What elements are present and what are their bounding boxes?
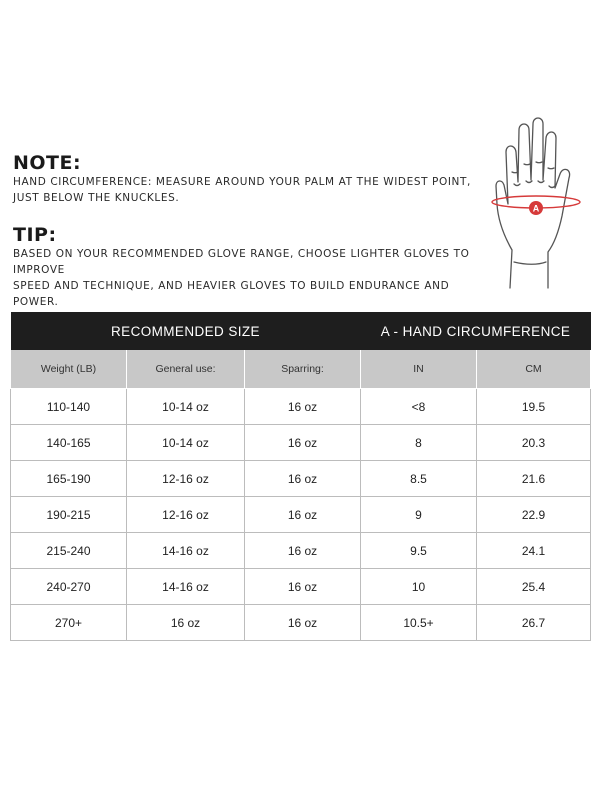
cell-sparring: 16 oz xyxy=(245,605,361,641)
cell-cm: 26.7 xyxy=(477,605,591,641)
cell-weight: 240-270 xyxy=(11,569,127,605)
table-row xyxy=(11,569,591,605)
size-chart-table xyxy=(10,312,590,641)
group-header-hand-circumference: A - HAND CIRCUMFERENCE xyxy=(361,312,591,350)
cell-cm: 21.6 xyxy=(477,461,591,497)
cell-general-use: 16 oz xyxy=(127,605,245,641)
table-row xyxy=(11,425,591,461)
table-row xyxy=(11,605,591,641)
notes-section xyxy=(13,152,493,310)
cell-sparring: 16 oz xyxy=(245,497,361,533)
cell-in: 8.5 xyxy=(361,461,477,497)
note-text: HAND CIRCUMFERENCE: MEASURE AROUND YOUR PALM AT THE WIDEST POINT, JUST BELOW THE KNUCKLES. xyxy=(13,176,471,204)
cell-weight: 140-165 xyxy=(11,425,127,461)
cell-in: 10.5+ xyxy=(361,605,477,641)
cell-sparring: 16 oz xyxy=(245,425,361,461)
marker-label: A xyxy=(532,203,540,214)
cell-general-use: 10-14 oz xyxy=(127,389,245,425)
cell-in: 8 xyxy=(361,425,477,461)
column-header-in: IN xyxy=(361,350,477,389)
cell-general-use: 10-14 oz xyxy=(127,425,245,461)
cell-cm: 20.3 xyxy=(477,425,591,461)
cell-sparring: 16 oz xyxy=(245,569,361,605)
cell-general-use: 12-16 oz xyxy=(127,461,245,497)
cell-weight: 270+ xyxy=(11,605,127,641)
table-row xyxy=(11,389,591,425)
cell-in: 10 xyxy=(361,569,477,605)
cell-sparring: 16 oz xyxy=(245,389,361,425)
table-row xyxy=(11,461,591,497)
cell-cm: 25.4 xyxy=(477,569,591,605)
cell-in: 9.5 xyxy=(361,533,477,569)
tip-text: BASED ON YOUR RECOMMENDED GLOVE RANGE, CHOOSE LIGHTER GLOVES TO IMPROVE SPEED AND TECHNIQUE, AND HEAVIER GLOVES TO BUILD ENDURANCE AND POWER. xyxy=(13,248,470,308)
column-header-sparring: Sparring: xyxy=(245,350,361,389)
group-header-row xyxy=(11,312,591,350)
tip-heading: TIP: xyxy=(13,224,57,246)
table-row xyxy=(11,533,591,569)
column-header-row xyxy=(11,350,591,389)
column-header-cm: CM xyxy=(477,350,591,389)
cell-cm: 24.1 xyxy=(477,533,591,569)
group-header-recommended-size: RECOMMENDED SIZE xyxy=(11,312,361,350)
cell-weight: 215-240 xyxy=(11,533,127,569)
cell-sparring: 16 oz xyxy=(245,461,361,497)
cell-cm: 22.9 xyxy=(477,497,591,533)
cell-weight: 190-215 xyxy=(11,497,127,533)
cell-weight: 110-140 xyxy=(11,389,127,425)
cell-in: 9 xyxy=(361,497,477,533)
cell-general-use: 14-16 oz xyxy=(127,569,245,605)
cell-in: <8 xyxy=(361,389,477,425)
table-row xyxy=(11,497,591,533)
cell-cm: 19.5 xyxy=(477,389,591,425)
hand-measurement-icon xyxy=(488,112,586,290)
cell-general-use: 12-16 oz xyxy=(127,497,245,533)
cell-general-use: 14-16 oz xyxy=(127,533,245,569)
cell-sparring: 16 oz xyxy=(245,533,361,569)
note-heading: NOTE: xyxy=(13,152,82,174)
column-header-general-use: General use: xyxy=(127,350,245,389)
column-header-weight: Weight (LB) xyxy=(11,350,127,389)
cell-weight: 165-190 xyxy=(11,461,127,497)
